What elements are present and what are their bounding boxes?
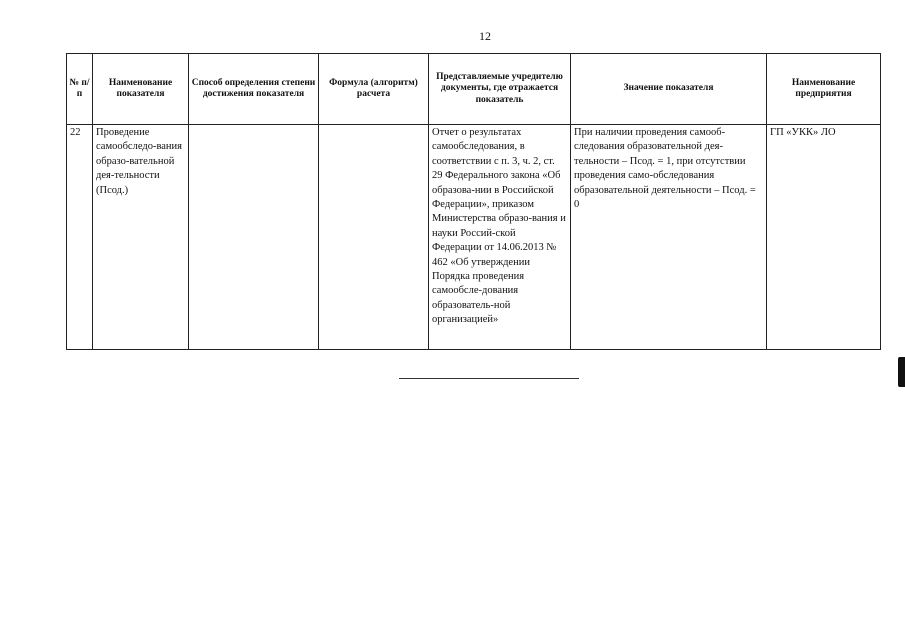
scan-edge-mark (898, 357, 905, 387)
cell-value: При наличии проведения самооб-следования образовательной дея-тельности – Псод. = 1, при отсутствии проведения само-обследования образовательной деятельности – Псод. = 0 (571, 125, 767, 350)
header-num: № п/п (67, 54, 93, 125)
cell-num: 22 (67, 125, 93, 350)
header-enterprise: Наименование предприятия (767, 54, 881, 125)
header-documents: Представляемые учредителю документы, где отражается показатель (429, 54, 571, 125)
cell-formula (319, 125, 429, 350)
cell-method (189, 125, 319, 350)
header-indicator-name: Наименование показателя (93, 54, 189, 125)
cell-indicator-name: Проведение самообследо-вания образо-вательной дея-тельности (Псод.) (93, 125, 189, 350)
indicators-table (66, 53, 881, 350)
footer-rule (399, 378, 579, 379)
table-header-row (67, 54, 881, 125)
header-method: Способ определения степени достижения показателя (189, 54, 319, 125)
cell-documents: Отчет о результатах самообследования, в соответствии с п. 3, ч. 2, ст. 29 Федерального закона «Об образова-нии в Российской Федерации», приказом Министерства образо-вания и науки Россий-ской Федерации от 14.06.2013 № 462 «Об утверждении Порядка проведения самообсле-дования образователь-ной организацией» (429, 125, 571, 350)
table-row (67, 125, 881, 350)
header-value: Значение показателя (571, 54, 767, 125)
header-formula: Формула (алгоритм) расчета (319, 54, 429, 125)
cell-enterprise: ГП «УКК» ЛО (767, 125, 881, 350)
page-number: 12 (479, 29, 491, 43)
